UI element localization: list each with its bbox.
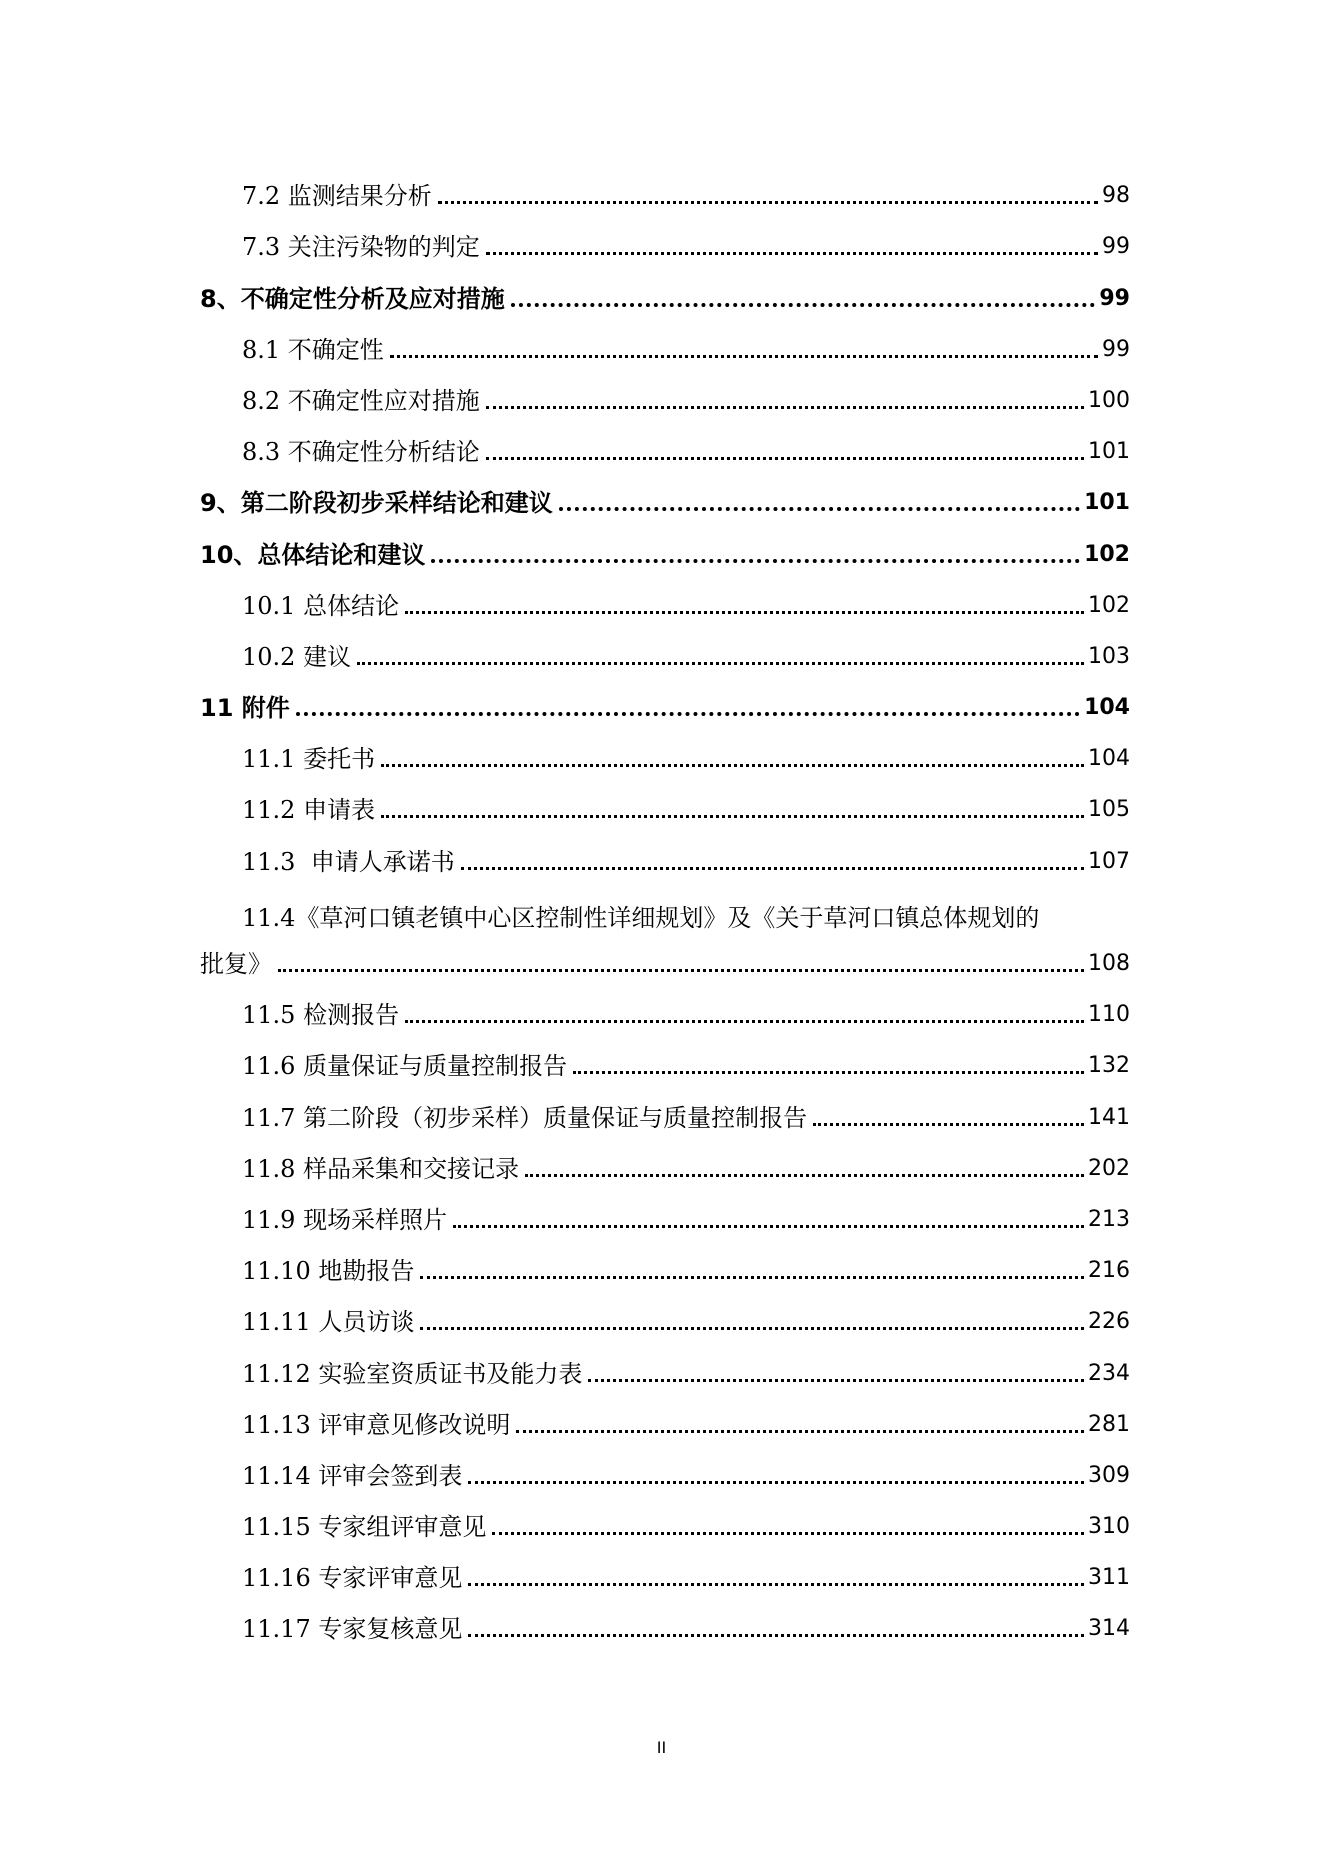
toc-entry-page: 100: [1088, 387, 1130, 413]
dot-leader: [468, 1634, 1084, 1637]
toc-entry-page: 141: [1088, 1104, 1130, 1130]
table-of-contents: [200, 170, 1130, 1654]
toc-entry-page: 281: [1088, 1411, 1130, 1437]
toc-entry-title: 10.2 建议: [242, 642, 352, 671]
toc-entry-page: 311: [1088, 1565, 1130, 1591]
toc-entry-title: 8、不确定性分析及应对措施: [200, 284, 505, 313]
toc-entry[interactable]: [200, 580, 1130, 631]
toc-entry-page: 216: [1088, 1258, 1130, 1284]
toc-entry-title: 11.12 实验室资质证书及能力表: [242, 1359, 583, 1388]
toc-entry[interactable]: [200, 1603, 1130, 1654]
toc-entry-page: 99: [1102, 234, 1130, 260]
toc-entry-title: 11.1 委托书: [242, 745, 376, 774]
toc-entry[interactable]: [200, 835, 1130, 886]
dot-leader: [420, 1276, 1084, 1279]
dot-leader: [278, 969, 1084, 972]
toc-entry[interactable]: [200, 1245, 1130, 1296]
toc-entry[interactable]: [200, 375, 1130, 426]
dot-leader: [405, 611, 1084, 614]
dot-leader: [559, 507, 1080, 511]
toc-entry-title: 11.14 评审会签到表: [242, 1461, 463, 1490]
toc-entry-title: 10.1 总体结论: [242, 591, 400, 620]
toc-entry-page: 98: [1102, 183, 1130, 209]
toc-entry-page: 104: [1088, 746, 1130, 772]
toc-entry-page: 226: [1088, 1309, 1130, 1335]
toc-entry-page: 202: [1088, 1155, 1130, 1181]
toc-entry-title: 11.2 申请表: [242, 796, 376, 825]
toc-section-heading[interactable]: [200, 272, 1130, 323]
toc-section-heading[interactable]: [200, 682, 1130, 733]
toc-entry[interactable]: [200, 426, 1130, 477]
dot-leader: [390, 355, 1098, 358]
toc-entry-title: 11.4《草河口镇老镇中心区控制性详细规划》及《关于草河口镇总体规划的: [242, 903, 1040, 932]
toc-section-heading[interactable]: [200, 477, 1130, 528]
toc-entry-title: 7.3 关注污染物的判定: [242, 233, 480, 262]
dot-leader: [431, 559, 1080, 563]
toc-entry-title: 8.2 不确定性应对措施: [242, 386, 480, 415]
toc-entry-title: 11.5 检测报告: [242, 1001, 400, 1030]
toc-entry-page: 102: [1088, 592, 1130, 618]
dot-leader: [573, 1071, 1084, 1074]
dot-leader: [296, 712, 1080, 716]
dot-leader: [468, 1481, 1084, 1484]
toc-entry-title: 8.1 不确定性: [242, 335, 384, 364]
toc-entry-page: 132: [1088, 1053, 1130, 1079]
toc-entry-title: 11 附件: [200, 694, 290, 723]
dot-leader: [461, 867, 1084, 870]
toc-entry-title: 7.2 监测结果分析: [242, 182, 432, 211]
toc-entry-title: 11.9 现场采样照片: [242, 1205, 448, 1234]
dot-leader: [486, 252, 1098, 255]
dot-leader: [438, 201, 1098, 204]
dot-leader: [357, 662, 1084, 665]
toc-entry-page: 310: [1088, 1514, 1130, 1540]
toc-entry-title: 11.3 申请人承诺书: [242, 847, 455, 876]
dot-leader: [492, 1532, 1084, 1535]
toc-entry-page: 103: [1088, 643, 1130, 669]
dot-leader: [486, 457, 1084, 460]
toc-entry[interactable]: [200, 784, 1130, 835]
toc-entry-page: 99: [1099, 285, 1130, 311]
toc-entry[interactable]: [200, 1347, 1130, 1398]
toc-entry[interactable]: [200, 1296, 1130, 1347]
toc-entry-page: 101: [1084, 490, 1130, 516]
toc-entry-page: 213: [1088, 1206, 1130, 1232]
toc-entry-title: 11.10 地勘报告: [242, 1257, 415, 1286]
dot-leader: [381, 815, 1084, 818]
toc-entry-title: 11.11 人员访谈: [242, 1308, 415, 1337]
dot-leader: [381, 764, 1084, 767]
toc-entry[interactable]: [200, 1194, 1130, 1245]
toc-entry[interactable]: [200, 1501, 1130, 1552]
toc-entry-title: 11.16 专家评审意见: [242, 1564, 463, 1593]
toc-entry[interactable]: [200, 1552, 1130, 1603]
toc-entry-page: 102: [1084, 541, 1130, 567]
toc-entry-title-continued: 批复》: [200, 950, 272, 978]
toc-entry-page: 105: [1088, 797, 1130, 823]
toc-entry[interactable]: [200, 1143, 1130, 1194]
toc-entry-page: 99: [1102, 336, 1130, 362]
toc-entry[interactable]: [200, 221, 1130, 272]
toc-entry-title: 11.15 专家组评审意见: [242, 1513, 487, 1542]
toc-entry-page: 314: [1088, 1616, 1130, 1642]
toc-entry-page: 101: [1088, 439, 1130, 465]
toc-entry-title: 11.7 第二阶段（初步采样）质量保证与质量控制报告: [242, 1103, 808, 1132]
dot-leader: [516, 1430, 1084, 1433]
dot-leader: [468, 1583, 1084, 1586]
toc-entry[interactable]: [200, 1040, 1130, 1091]
toc-entry-title: 11.17 专家复核意见: [242, 1615, 463, 1644]
dot-leader: [511, 303, 1096, 307]
toc-entry-page: 110: [1088, 1002, 1130, 1028]
toc-entry-page: 107: [1088, 848, 1130, 874]
toc-entry[interactable]: [200, 733, 1130, 784]
toc-entry[interactable]: [200, 170, 1130, 221]
toc-entry-title: 11.8 样品采集和交接记录: [242, 1154, 520, 1183]
dot-leader: [420, 1327, 1084, 1330]
toc-entry[interactable]: [200, 1091, 1130, 1142]
dot-leader: [486, 406, 1084, 409]
toc-entry-title: 11.13 评审意见修改说明: [242, 1410, 511, 1439]
dot-leader: [813, 1123, 1084, 1126]
toc-entry[interactable]: [200, 989, 1130, 1040]
toc-entry-page: 108: [1088, 951, 1130, 976]
toc-entry-title: 8.3 不确定性分析结论: [242, 438, 480, 467]
toc-entry-page: 309: [1088, 1462, 1130, 1488]
toc-section-heading[interactable]: [200, 528, 1130, 579]
toc-entry-title: 10、总体结论和建议: [200, 540, 426, 569]
dot-leader: [525, 1174, 1084, 1177]
toc-entry-title: 11.6 质量保证与质量控制报告: [242, 1052, 568, 1081]
dot-leader: [405, 1020, 1084, 1023]
toc-entry[interactable]: [200, 631, 1130, 682]
toc-entry-continuation: [200, 938, 1130, 989]
toc-entry[interactable]: [200, 1450, 1130, 1501]
toc-entry-page: 234: [1088, 1360, 1130, 1386]
page-number: II: [656, 1738, 667, 1757]
toc-entry[interactable]: [200, 1399, 1130, 1450]
dot-leader: [588, 1379, 1084, 1382]
dot-leader: [453, 1225, 1084, 1228]
toc-entry-title: 9、第二阶段初步采样结论和建议: [200, 489, 553, 518]
toc-entry[interactable]: [200, 324, 1130, 375]
toc-entry-page: 104: [1084, 695, 1130, 721]
toc-entry-wrapped[interactable]: [200, 887, 1130, 989]
